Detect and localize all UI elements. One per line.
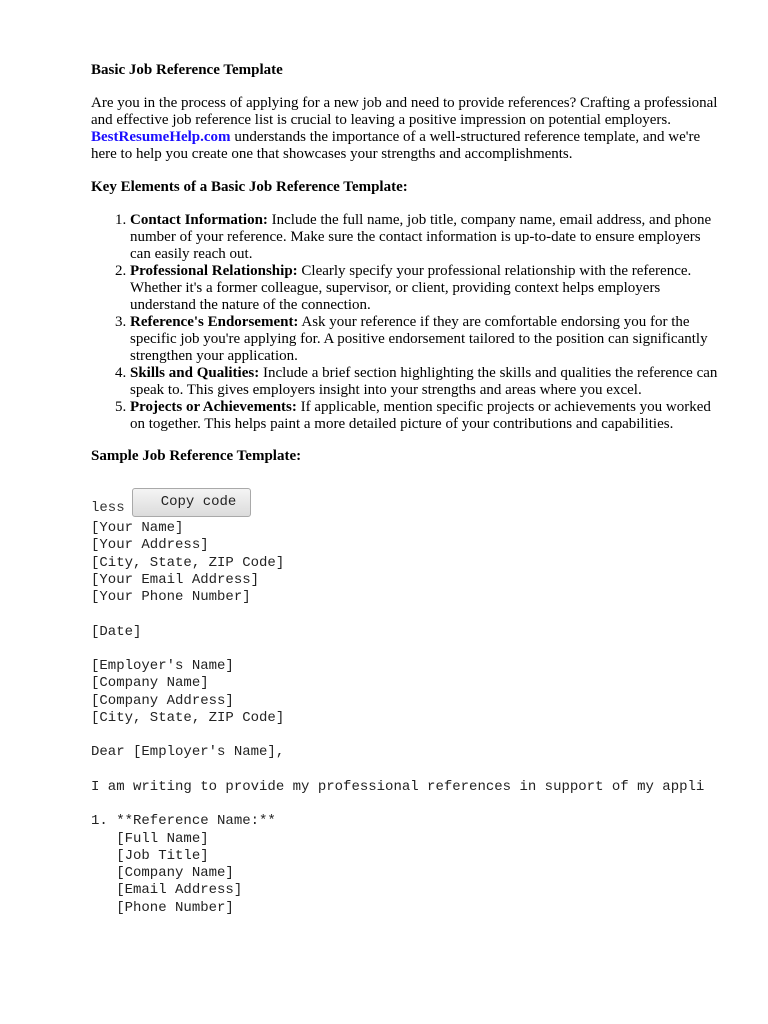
document-page	[91, 60, 721, 917]
list-item-term: Reference's Endorsement:	[130, 314, 299, 330]
list-item	[130, 399, 721, 433]
list-item-term: Professional Relationship:	[130, 263, 298, 279]
list-item	[130, 314, 721, 365]
list-item	[130, 263, 721, 314]
list-item-text: Clearly specify your professional relationship with the reference. Whether it's a former colleague, supervisor, or client, providing context helps employers understand the nature of the connection.	[130, 263, 692, 313]
list-item-text: Ask your reference if they are comfortable endorsing you for the specific job you're applying for. A positive endorsement tailored to the position can significantly strengthen your application.	[130, 314, 708, 364]
sample-template-heading: Sample Job Reference Template:	[91, 448, 302, 464]
key-elements-list	[91, 212, 721, 433]
code-block: [Your Name] [Your Address] [City, State, ZIP Code] [Your Email Address] [Your Phone Number] [Date] [Employer's Name] [Company Name] [Company Address] [City, State, ZIP Code] Dear [Employer's Name], I am writing to provide my professional references in support of my appli 1. **Reference Name:** [Full Name] [Job Title] [Company Name] [Email Address] [Phone Number]	[91, 520, 705, 916]
list-item-term: Skills and Qualities:	[130, 365, 260, 381]
list-item-term: Contact Information:	[130, 212, 268, 228]
key-elements-heading: Key Elements of a Basic Job Reference Template:	[91, 179, 408, 195]
list-item	[130, 212, 721, 263]
page-title: Basic Job Reference Template	[91, 62, 283, 78]
intro-paragraph	[91, 95, 721, 163]
bestresumehelp-link[interactable]: BestResumeHelp.com	[91, 129, 231, 145]
code-language-label: less	[91, 500, 125, 516]
list-item-text: If applicable, mention specific projects or achievements you worked on together. This helps paint a more detailed picture of your contributions and capabilities.	[130, 399, 711, 432]
list-item-text: Include the full name, job title, company name, email address, and phone number of your reference. Make sure the contact information is up-to-date to ensure employers can easily reach out.	[130, 212, 712, 262]
code-block-header	[91, 488, 721, 520]
intro-text-before: Are you in the process of applying for a new job and need to provide references? Crafting a professional and effective job reference list is crucial to leaving a positive impression on potential employers.	[91, 95, 718, 128]
list-item-term: Projects or Achievements:	[130, 399, 297, 415]
list-item	[130, 365, 721, 399]
list-item-text: Include a brief section highlighting the skills and qualities the reference can speak to. This gives employers insight into your strengths and areas where you excel.	[130, 365, 718, 398]
copy-code-button[interactable]: Copy code	[132, 488, 251, 517]
intro-text-after: understands the importance of a well-structured reference template, and we're here to help you create one that showcases your strengths and accomplishments.	[91, 129, 701, 162]
